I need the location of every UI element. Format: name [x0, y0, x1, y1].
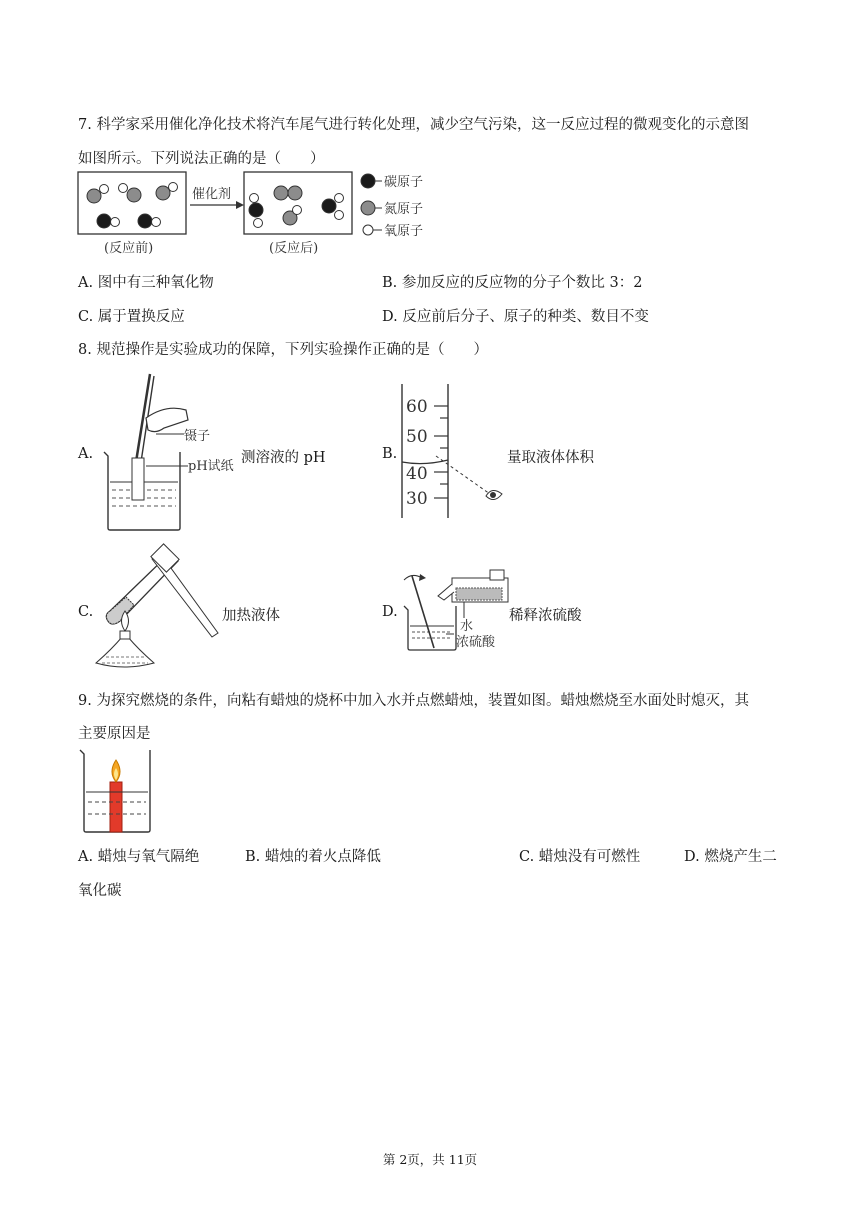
q7-option-c: C. 属于置换反应	[78, 309, 185, 325]
q7-reaction-diagram	[76, 168, 456, 262]
q8-b-desc: 量取液体体积	[507, 450, 594, 466]
after-caption: (反应后)	[269, 241, 319, 256]
q8-a-ph-test-figure	[96, 370, 246, 535]
molecule-after-n2	[274, 186, 302, 200]
before-caption: (反应前)	[104, 241, 154, 256]
q8-d-letter: D.	[382, 604, 398, 620]
q8-a-letter: A.	[78, 446, 94, 462]
tick-50: 50	[406, 427, 428, 447]
label-ph-paper: pH试纸	[188, 459, 234, 474]
q8-c-heating-figure	[92, 545, 222, 675]
eye-icon	[486, 490, 502, 499]
q8-b-letter: B.	[382, 446, 398, 462]
molecule-before-co-2	[97, 214, 120, 228]
q9-option-d-wrap: 氧化碳	[78, 883, 122, 899]
svg-text:碳原子: 碳原子	[384, 175, 424, 190]
tick-30: 30	[406, 489, 428, 509]
q8-a-desc: 测溶液的 pH	[241, 450, 326, 466]
molecule-before-co-3	[138, 214, 161, 228]
q8-d-desc: 稀释浓硫酸	[509, 608, 582, 624]
q8-c-letter: C.	[78, 604, 94, 620]
label-conc-acid: 浓硫酸	[456, 635, 496, 650]
q7-stem-line1: 7. 科学家采用催化净化技术将汽车尾气进行转化处理，减少空气污染，这一反应过程的微观变化的示意图	[78, 117, 749, 133]
svg-text:氧原子: 氧原子	[384, 224, 424, 239]
q8-b-cylinder-figure	[396, 384, 508, 520]
q9-option-a: A. 蜡烛与氧气隔绝	[78, 849, 200, 865]
q9-stem-line2: 主要原因是	[78, 726, 151, 742]
arrow-label: 催化剂	[192, 187, 232, 202]
q7-stem-line2: 如图所示。下列说法正确的是（ ）	[78, 151, 325, 167]
legend-nitrogen	[361, 201, 423, 217]
q7-option-a: A. 图中有三种氧化物	[78, 275, 214, 291]
q8-d-dilution-figure	[398, 566, 510, 658]
q9-option-b: B. 蜡烛的着火点降低	[245, 849, 381, 865]
tick-40: 40	[406, 464, 428, 484]
q8-c-desc: 加热液体	[222, 608, 280, 624]
molecule-before-o2	[119, 184, 142, 203]
q9-stem-line1: 9. 为探究燃烧的条件，向粘有蜡烛的烧杯中加入水并点燃蜡烛，装置如图。蜡烛燃烧至水面处时熄灭，其	[78, 693, 749, 709]
q8-stem: 8. 规范操作是实验成功的保障，下列实验操作正确的是（ ）	[78, 342, 488, 358]
q9-option-c: C. 蜡烛没有可燃性	[519, 849, 641, 865]
page-footer: 第 2页，共 11页	[382, 1152, 478, 1167]
molecule-before-co-1	[87, 185, 109, 204]
molecule-after-co2-3	[322, 194, 344, 220]
tick-60: 60	[406, 397, 428, 417]
molecule-after-co2-2	[283, 206, 302, 226]
label-water: 水	[460, 619, 474, 634]
q7-option-b: B. 参加反应的反应物的分子个数比 3：2	[382, 275, 643, 291]
q9-option-d: D. 燃烧产生二	[684, 849, 777, 865]
label-tweezers: 镊子	[184, 429, 211, 444]
legend-carbon	[361, 174, 423, 190]
svg-text:氮原子: 氮原子	[384, 202, 424, 217]
molecule-before-no-1	[156, 183, 178, 201]
molecule-after-co2-1	[249, 194, 263, 228]
q9-candle-beaker-figure	[78, 748, 158, 834]
q7-option-d: D. 反应前后分子、原子的种类、数目不变	[382, 309, 649, 325]
legend-oxygen	[363, 224, 423, 239]
